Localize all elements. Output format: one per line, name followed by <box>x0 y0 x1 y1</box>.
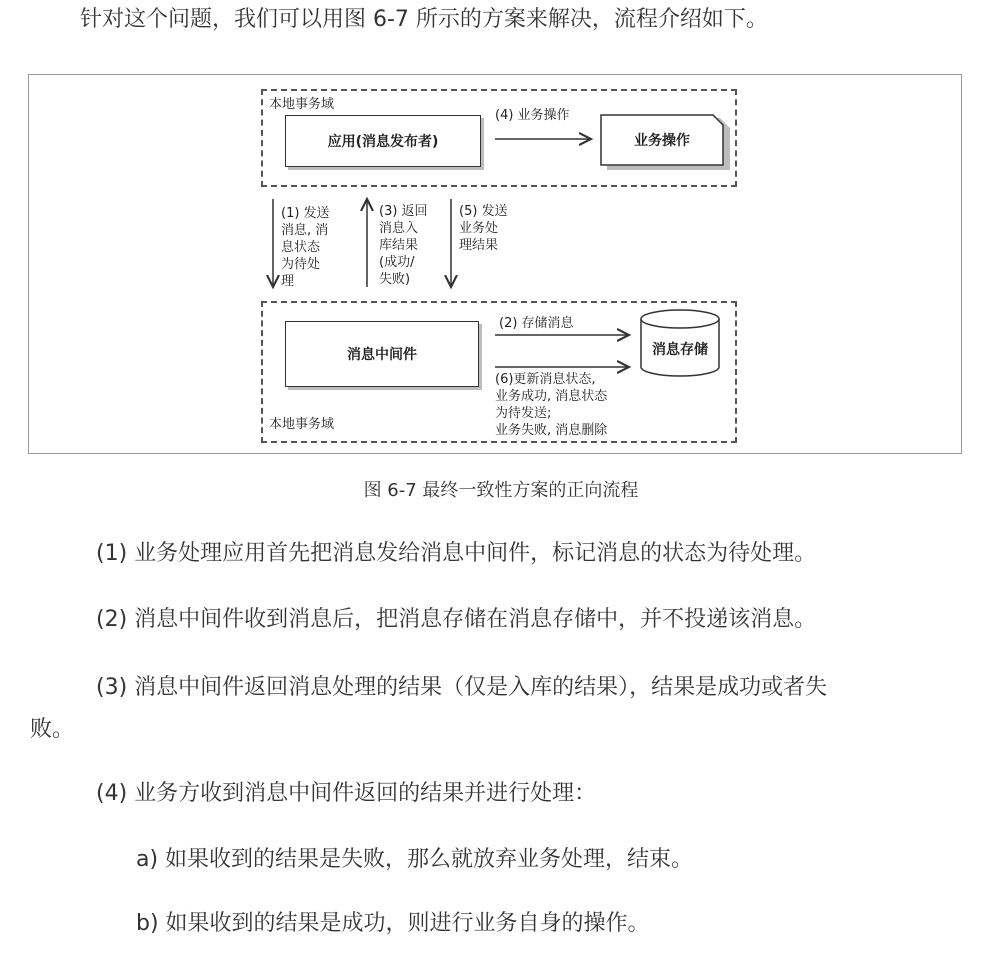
arrow-1-label-line: 息状态 <box>281 240 321 255</box>
arrow-6-label <box>495 371 607 439</box>
arrow-1-label-line: 消息, 消 <box>281 223 329 238</box>
paragraph-4: (4) 业务方收到消息中间件返回的结果并进行处理： <box>96 781 597 806</box>
paragraph-2: (2) 消息中间件收到消息后，把消息存储在消息存储中，并不投递该消息。 <box>96 607 817 632</box>
publisher-node: 应用(消息发布者) <box>285 115 481 167</box>
arrow-5-label <box>459 203 508 254</box>
middleware-node: 消息中间件 <box>285 321 479 387</box>
paragraph-1: (1) 业务处理应用首先把消息发给消息中间件，标记消息的状态为待处理。 <box>96 541 817 566</box>
intro-text: 针对这个问题，我们可以用图 6-7 所示的方案来解决，流程介绍如下。 <box>80 7 768 32</box>
arrow-3-label-line: 库结果 <box>379 238 419 253</box>
arrow-1-label <box>281 205 330 290</box>
arrow-3-label-line: (3) 返回 <box>379 204 428 219</box>
paragraph-4b: b) 如果收到的结果是成功，则进行业务自身的操作。 <box>136 911 650 936</box>
arrow-3-label-line: 消息入 <box>379 221 419 236</box>
arrow-3-label-line: 失败) <box>379 272 411 287</box>
paragraph-3: (3) 消息中间件返回消息处理的结果（仅是入库的结果），结果是成功或者失 <box>96 675 828 700</box>
arrow-6-label-line: 为待发送; <box>495 406 552 421</box>
arrow-4-label: (4) 业务操作 <box>495 108 570 123</box>
arrow-3-label-line: (成功/ <box>379 255 415 270</box>
storage-node: 消息存储 <box>652 342 708 358</box>
arrow-3-label <box>379 203 428 288</box>
figure-frame <box>28 74 962 454</box>
arrow-5-label-line: 理结果 <box>459 238 499 253</box>
arrow-5-label-line: (5) 发送 <box>459 204 508 219</box>
top-domain-label: 本地事务域 <box>269 97 335 112</box>
business-op-node: 业务操作 <box>634 133 690 149</box>
paragraph-4a: a) 如果收到的结果是失败，那么就放弃业务处理，结束。 <box>136 847 694 872</box>
arrow-2-label: (2) 存储消息 <box>499 316 574 331</box>
figure-caption: 图 6-7 最终一致性方案的正向流程 <box>363 480 639 501</box>
arrow-5-label-line: 业务处 <box>459 221 499 236</box>
arrow-1-label-line: (1) 发送 <box>281 206 330 221</box>
bottom-domain-label: 本地事务域 <box>269 417 335 432</box>
paragraph-3-cont: 败。 <box>30 717 75 742</box>
arrow-1-label-line: 为待处 <box>281 257 321 272</box>
arrow-6-label-line: 业务成功, 消息状态 <box>495 389 608 404</box>
arrow-6-label-line: 业务失败, 消息删除 <box>495 423 608 438</box>
arrow-6-label-line: (6)更新消息状态, <box>495 372 596 387</box>
arrow-1-label-line: 理 <box>281 274 295 289</box>
